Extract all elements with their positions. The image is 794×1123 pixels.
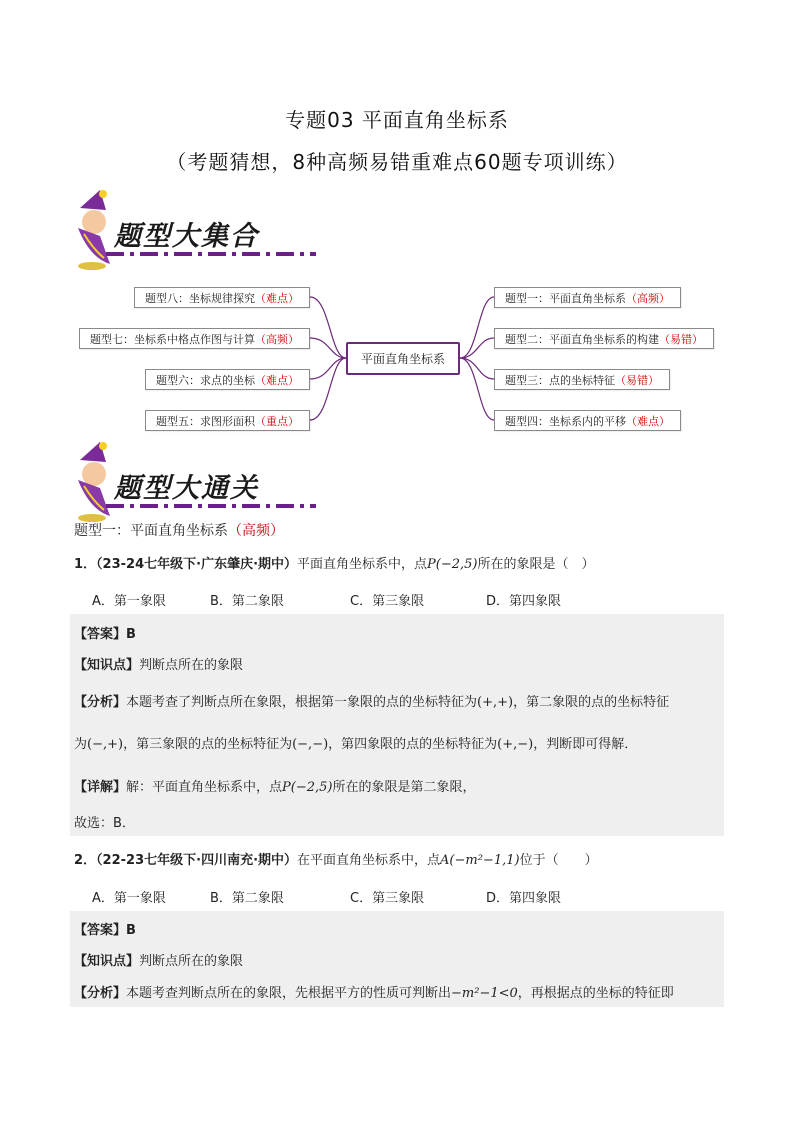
mindmap-center-node: 平面直角坐标系 [346, 342, 460, 375]
mindmap-node-type2: 题型二：平面直角坐标系的构建（易错） [494, 328, 714, 349]
page-subtitle: （考题猜想，8种高频易错重难点60题专项训练） [166, 150, 628, 174]
answer-line: 【答案】B [74, 627, 136, 642]
option-a: A．第一象限 [92, 891, 166, 906]
banner-collection [70, 188, 300, 272]
knowledge-line: 【知识点】判断点所在的象限 [74, 954, 244, 969]
mindmap-node-type1: 题型一：平面直角坐标系（高频） [494, 287, 681, 308]
mindmap-node-type8: 题型八：坐标规律探究（难点） [134, 287, 310, 308]
mindmap [0, 280, 794, 440]
option-d: D．第四象限 [486, 891, 562, 906]
option-c: C．第三象限 [350, 891, 425, 906]
banner-divider [106, 252, 316, 256]
mindmap-node-type5: 题型五：求图形面积（重点） [145, 410, 310, 431]
detail-line: 【详解】解：平面直角坐标系中，点P(−2,5)所在的象限是第二象限， [74, 780, 476, 795]
question-1-stem: 1．（23-24七年级下·广东肇庆·期中）平面直角坐标系中，点P(−2,5)所在的象限是（ ） [74, 557, 595, 572]
question-1-solution [70, 614, 724, 836]
mindmap-node-type4: 题型四：坐标系内的平移（难点） [494, 410, 681, 431]
option-a: A．第一象限 [92, 594, 166, 609]
option-b: B．第二象限 [210, 891, 284, 906]
question-2-stem: 2．（22-23七年级下·四川南充·期中）在平面直角坐标系中，点A(−m²−1,1)位于（ ） [74, 853, 598, 868]
option-d: D．第四象限 [486, 594, 562, 609]
question-2-solution [70, 911, 724, 1007]
knowledge-line: 【知识点】判断点所在的象限 [74, 658, 244, 673]
option-c: C．第三象限 [350, 594, 425, 609]
analysis-line-cont: 为(−,+)，第三象限的点的坐标特征为(−,−)，第四象限的点的坐标特征为(+,−)，判断即可得解． [74, 737, 638, 752]
answer-line: 【答案】B [74, 923, 136, 938]
banner-pass-label: 题型大通关 [114, 473, 259, 504]
banner-pass [70, 440, 300, 524]
conclusion-line: 故选：B． [74, 816, 135, 831]
banner-divider [106, 504, 316, 508]
mindmap-node-type6: 题型六：求点的坐标（难点） [145, 369, 310, 390]
page-title: 专题03 平面直角坐标系 [285, 108, 509, 132]
analysis-line: 【分析】本题考查判断点所在的象限，先根据平方的性质可判断出−m²−1<0，再根据点的坐标的特征即 [74, 986, 674, 1001]
mindmap-node-type7: 题型七：坐标系中格点作图与计算（高频） [79, 328, 310, 349]
mindmap-node-type3: 题型三：点的坐标特征（易错） [494, 369, 670, 390]
option-b: B．第二象限 [210, 594, 284, 609]
analysis-line: 【分析】本题考查了判断点所在象限，根据第一象限的点的坐标特征为(+,+)，第二象限的点的坐标特征 [74, 695, 670, 710]
section-heading: 题型一：平面直角坐标系（高频） [74, 523, 284, 539]
banner-collection-label: 题型大集合 [114, 221, 259, 252]
